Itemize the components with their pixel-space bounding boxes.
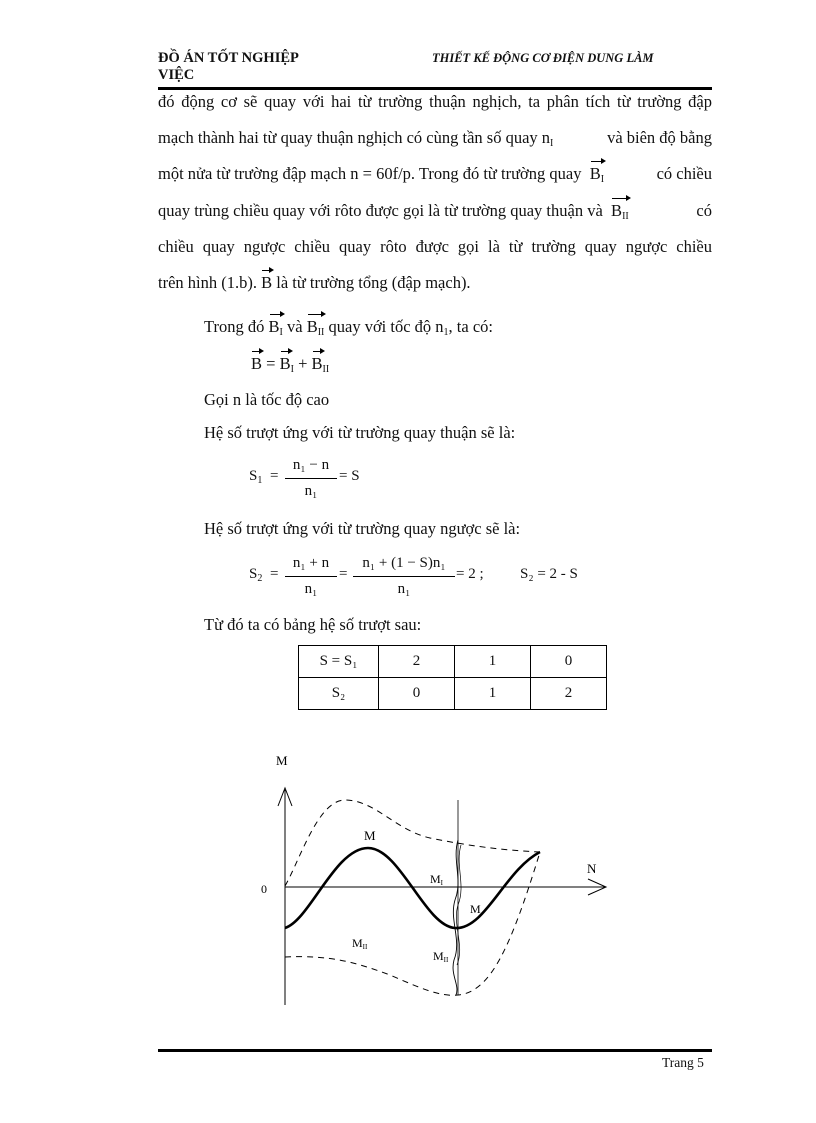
- para-line-1: đó động cơ sẽ quay với hai từ trường thuận nghịch, ta phân tích từ trường đập: [158, 92, 712, 111]
- axis-label-m: M: [276, 753, 288, 768]
- eq-vector-b1: B: [279, 354, 291, 373]
- label-m-mid: M: [470, 902, 481, 916]
- wavy-marker: [453, 840, 458, 995]
- table-cell: 0: [379, 678, 455, 710]
- eq-vector-b: B: [251, 354, 263, 373]
- paragraph-intro: [158, 92, 712, 312]
- equation-s2: $S_2$ = n₁ + n n₁ = n₁ + (1 − S)n₁ n₁ = 2 ; S₂ = 2 - S: [249, 555, 578, 597]
- para-line-4: quay trùng chiều quay với rôto được gọi là từ trường quay thuận và $B_{II}$ có: [158, 201, 712, 222]
- label-m-top: M: [364, 828, 376, 843]
- eq-vector-b2: B: [311, 354, 323, 373]
- para-line-6: trên hình (1.b). B là từ trường tổng (đập mạch).: [158, 273, 471, 292]
- table-cell: 1: [455, 678, 531, 710]
- label-m-backward-left: MII: [352, 936, 368, 951]
- vector-b1-inline: $B_I$: [268, 317, 283, 338]
- header-rule: [158, 87, 712, 90]
- header-title: [158, 50, 299, 84]
- header-subject: THIẾT KẾ ĐỘNG CƠ ĐIỆN DUNG LÀM: [432, 51, 654, 65]
- line-table-intro: Từ đó ta có bảng hệ số trượt sau:: [204, 615, 422, 634]
- table-cell: S₂: [299, 678, 379, 710]
- origin-label: 0: [261, 882, 267, 896]
- label-m-backward-bottom: MII: [433, 949, 449, 964]
- header-title-line2: VIỆC: [158, 67, 195, 83]
- vector-b1: $B_I$: [589, 164, 605, 185]
- line-high-speed: Gọi n là tốc độ cao: [204, 390, 330, 409]
- footer-rule: [158, 1049, 712, 1052]
- equation-s1: $S_1$ = n₁ − n n₁ = S: [249, 457, 360, 499]
- line-rotation-speed: Trong đó $B_I$ và $B_{II}$ quay với tốc độ $n_1$, ta có:: [204, 317, 493, 338]
- para-line-2: mạch thành hai từ quay thuận nghịch có cùng tần số quay $n_I$ và biên độ bằng: [158, 128, 712, 149]
- header-title-line1: ĐỒ ÁN TỐT NGHIỆP: [158, 50, 299, 66]
- backward-torque-curve: [285, 852, 540, 995]
- forward-torque-curve: [285, 800, 540, 886]
- line-forward-slip: Hệ số trượt ứng với từ trường quay thuận sẽ là:: [204, 423, 516, 442]
- table-row: [299, 646, 607, 678]
- label-m-forward: MI: [430, 872, 444, 887]
- slip-table: [298, 645, 607, 710]
- table-cell: 2: [531, 678, 607, 710]
- table-cell: 1: [455, 646, 531, 678]
- table-cell: 0: [531, 646, 607, 678]
- page-number: Trang 5: [662, 1055, 704, 1070]
- vector-b2-inline: $B_{II}$: [306, 317, 325, 338]
- axis-label-n: N: [587, 861, 597, 876]
- vector-b-total: B: [261, 273, 273, 292]
- para-line-5: chiều quay ngược chiều quay rôto được gọi là từ trường quay ngược chiều: [158, 237, 712, 256]
- table-cell: S = S₁: [299, 646, 379, 678]
- table-cell: 2: [379, 646, 455, 678]
- table-row: [299, 678, 607, 710]
- equation-vector-sum: $B = B_I + B_{II}$: [251, 354, 330, 375]
- line-backward-slip: Hệ số trượt ứng với từ trường quay ngược sẽ là:: [204, 519, 521, 538]
- para-line-3: một nửa từ trường đập mạch n = 60f/p. Trong đó từ trường quay $B_I$ có chiều: [158, 164, 712, 185]
- vector-b2: $B_{II}$: [611, 201, 629, 222]
- resultant-torque-curve: [285, 848, 540, 928]
- torque-speed-figure: [240, 745, 620, 1015]
